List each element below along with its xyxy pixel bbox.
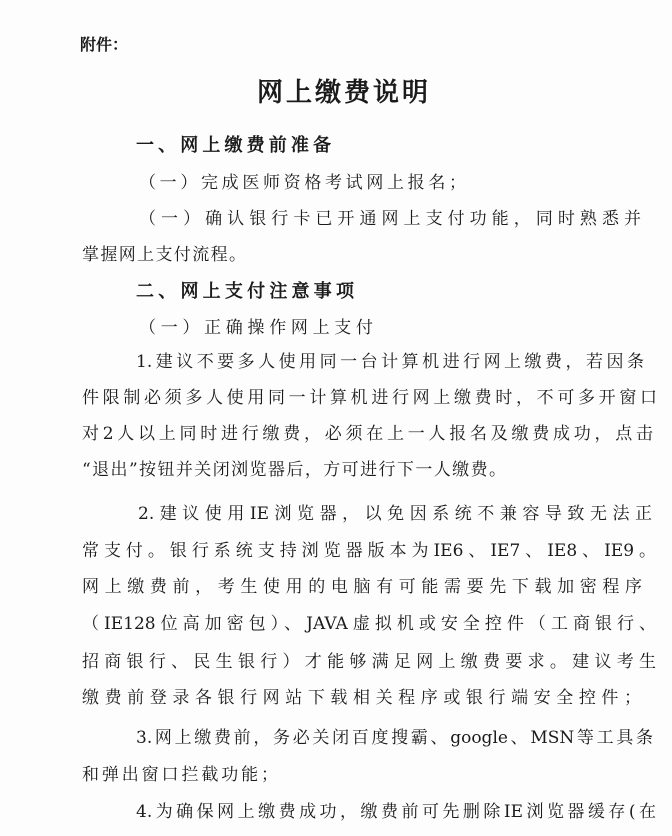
paragraph-line: 招商银行、民生银行）才能够满足网上缴费要求。建议考生 (82, 652, 656, 672)
paragraph-line: 和弹出窗口拦截功能； (82, 765, 278, 785)
paragraph-line: 网上缴费前，考生使用的电脑有可能需要先下载加密程序 (82, 577, 642, 597)
paragraph-line: 对2人以上同时进行缴费，必须在上一人报名及缴费成功，点击 (82, 424, 653, 444)
paragraph-line: 掌握网上支付流程。 (82, 245, 246, 265)
attachment-label: 附件： (80, 35, 129, 54)
paragraph-line: 2.建议使用IE浏览器，以免因系统不兼容导致无法正 (138, 504, 652, 524)
paragraph-line: （一）正确操作网上支付 (139, 318, 373, 338)
paragraph-line: （一）完成医师资格考试网上报名； (139, 173, 466, 193)
paragraph-line: 4.为确保网上缴费成功，缴费前可先删除IE浏览器缓存(在 (136, 802, 656, 822)
paragraph-line: （IE128位高加密包）、JAVA虚拟机或安全控件（工商银行、 (82, 614, 656, 634)
paragraph-line: 1.建议不要多人使用同一台计算机进行网上缴费，若因条 (136, 352, 644, 372)
paragraph-line: 3.网上缴费前，务必关闭百度搜霸、google、MSN等工具条 (136, 728, 653, 748)
paragraph-line: 缴费前登录各银行网站下载相关程序或银行端安全控件； (82, 688, 641, 708)
paragraph-line: （一）确认银行卡已开通网上支付功能，同时熟悉并 (139, 209, 641, 229)
paragraph-line: 件限制必须多人使用同一计算机进行网上缴费时，不可多开窗口 (82, 388, 657, 408)
document-title: 网上缴费说明 (257, 78, 432, 108)
paragraph-line: 常支付。银行系统支持浏览器版本为IE6、IE7、IE8、IE9。 (82, 541, 656, 561)
section-heading: 一、网上缴费前准备 (136, 135, 331, 156)
section-heading: 二、网上支付注意事项 (136, 281, 354, 302)
paragraph-line: “退出”按钮并关闭浏览器后，方可进行下一人缴费。 (82, 460, 506, 480)
